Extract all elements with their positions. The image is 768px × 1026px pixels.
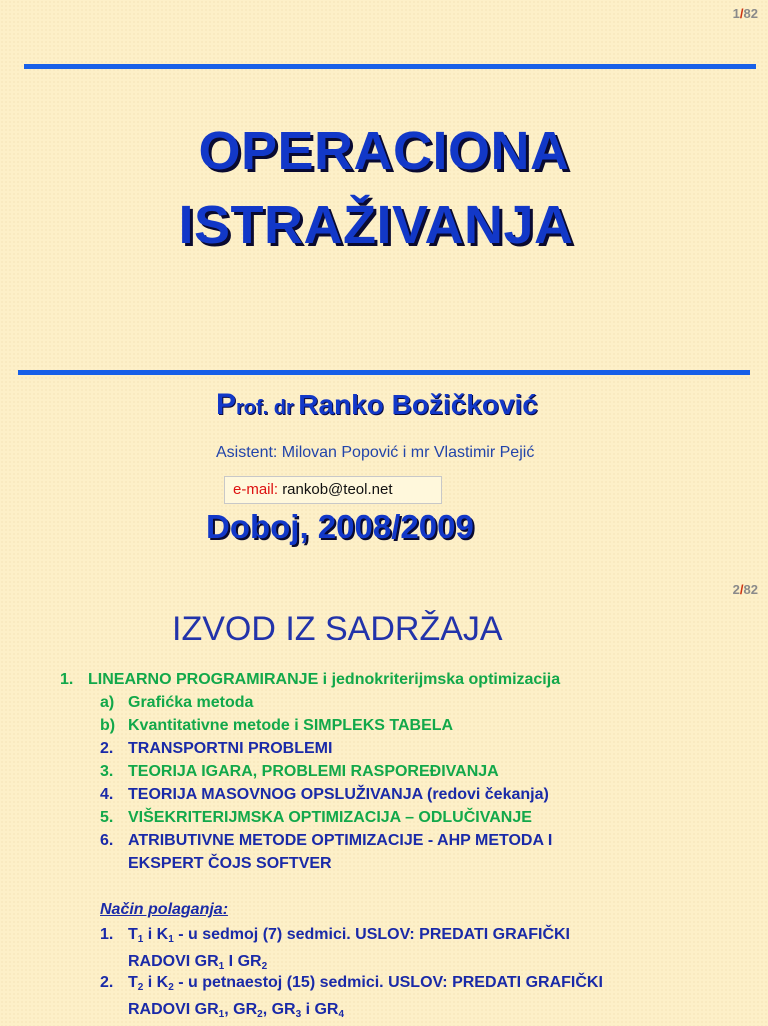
list-item: EKSPERT ČOJS SOFTVER [128,855,332,872]
exam-item-1: 1. $T_1$ i $K_1$ - u sedmoj (7) sedmici. USLOV: PREDATI GRAFIČKI RADOVI $GR_1$ I $GR_2$ [100,926,570,972]
slide1-page-number: 1/82 [732,6,758,21]
list-item: 3. TEORIJA IGARA, PROBLEMI RASPOREĐIVANJA [100,763,499,780]
middle-divider [18,370,750,375]
professor-name: Prof. dr Ranko Božičković [216,388,538,421]
slide2-page-number: 2/82 [732,582,758,597]
list-item: a) Grafićka metoda [100,694,254,711]
list-item: 1. LINEARNO PROGRAMIRANJE i jednokriterijmska optimizacija [60,671,561,688]
list-item: 6. ATRIBUTIVNE METODE OPTIMIZACIJE - AHP METODA I [100,832,553,849]
top-divider [24,64,756,69]
exam-method-label: Način polaganja: [100,901,229,918]
exam-item-2: 2. $T_2$ i $K_2$ - u petnaestoj (15) sedmici. USLOV: PREDATI GRAFIČKI RADOVI $GR_1$, $GR_2$, $GR_3$ i $GR_4$ [100,974,603,1020]
assistant-line: Asistent: Milovan Popović i mr Vlastimir Pejić [216,444,535,461]
list-item: b) Kvantitativne metode i SIMPLEKS TABELA [100,717,454,734]
title-line2: ISTRAŽIVANJA [178,195,574,255]
email-box[interactable] [224,476,442,504]
place-year: Doboj, 2008/2009 [206,508,474,545]
list-item: 2. TRANSPORTNI PROBLEMI [100,740,333,757]
email-link[interactable]: rankob@teol.net [282,481,393,498]
title-line1: OPERACIONA [198,121,570,181]
contents-heading: IZVOD IZ SADRŽAJA [172,610,503,648]
email-label: e-mail: [233,481,279,498]
list-item: 4. TEORIJA MASOVNOG OPSLUŽIVANJA (redovi čekanja) [100,786,549,803]
list-item: 5. VIŠEKRITERIJMSKA OPTIMIZACIJA – ODLUČIVANJE [100,809,532,826]
